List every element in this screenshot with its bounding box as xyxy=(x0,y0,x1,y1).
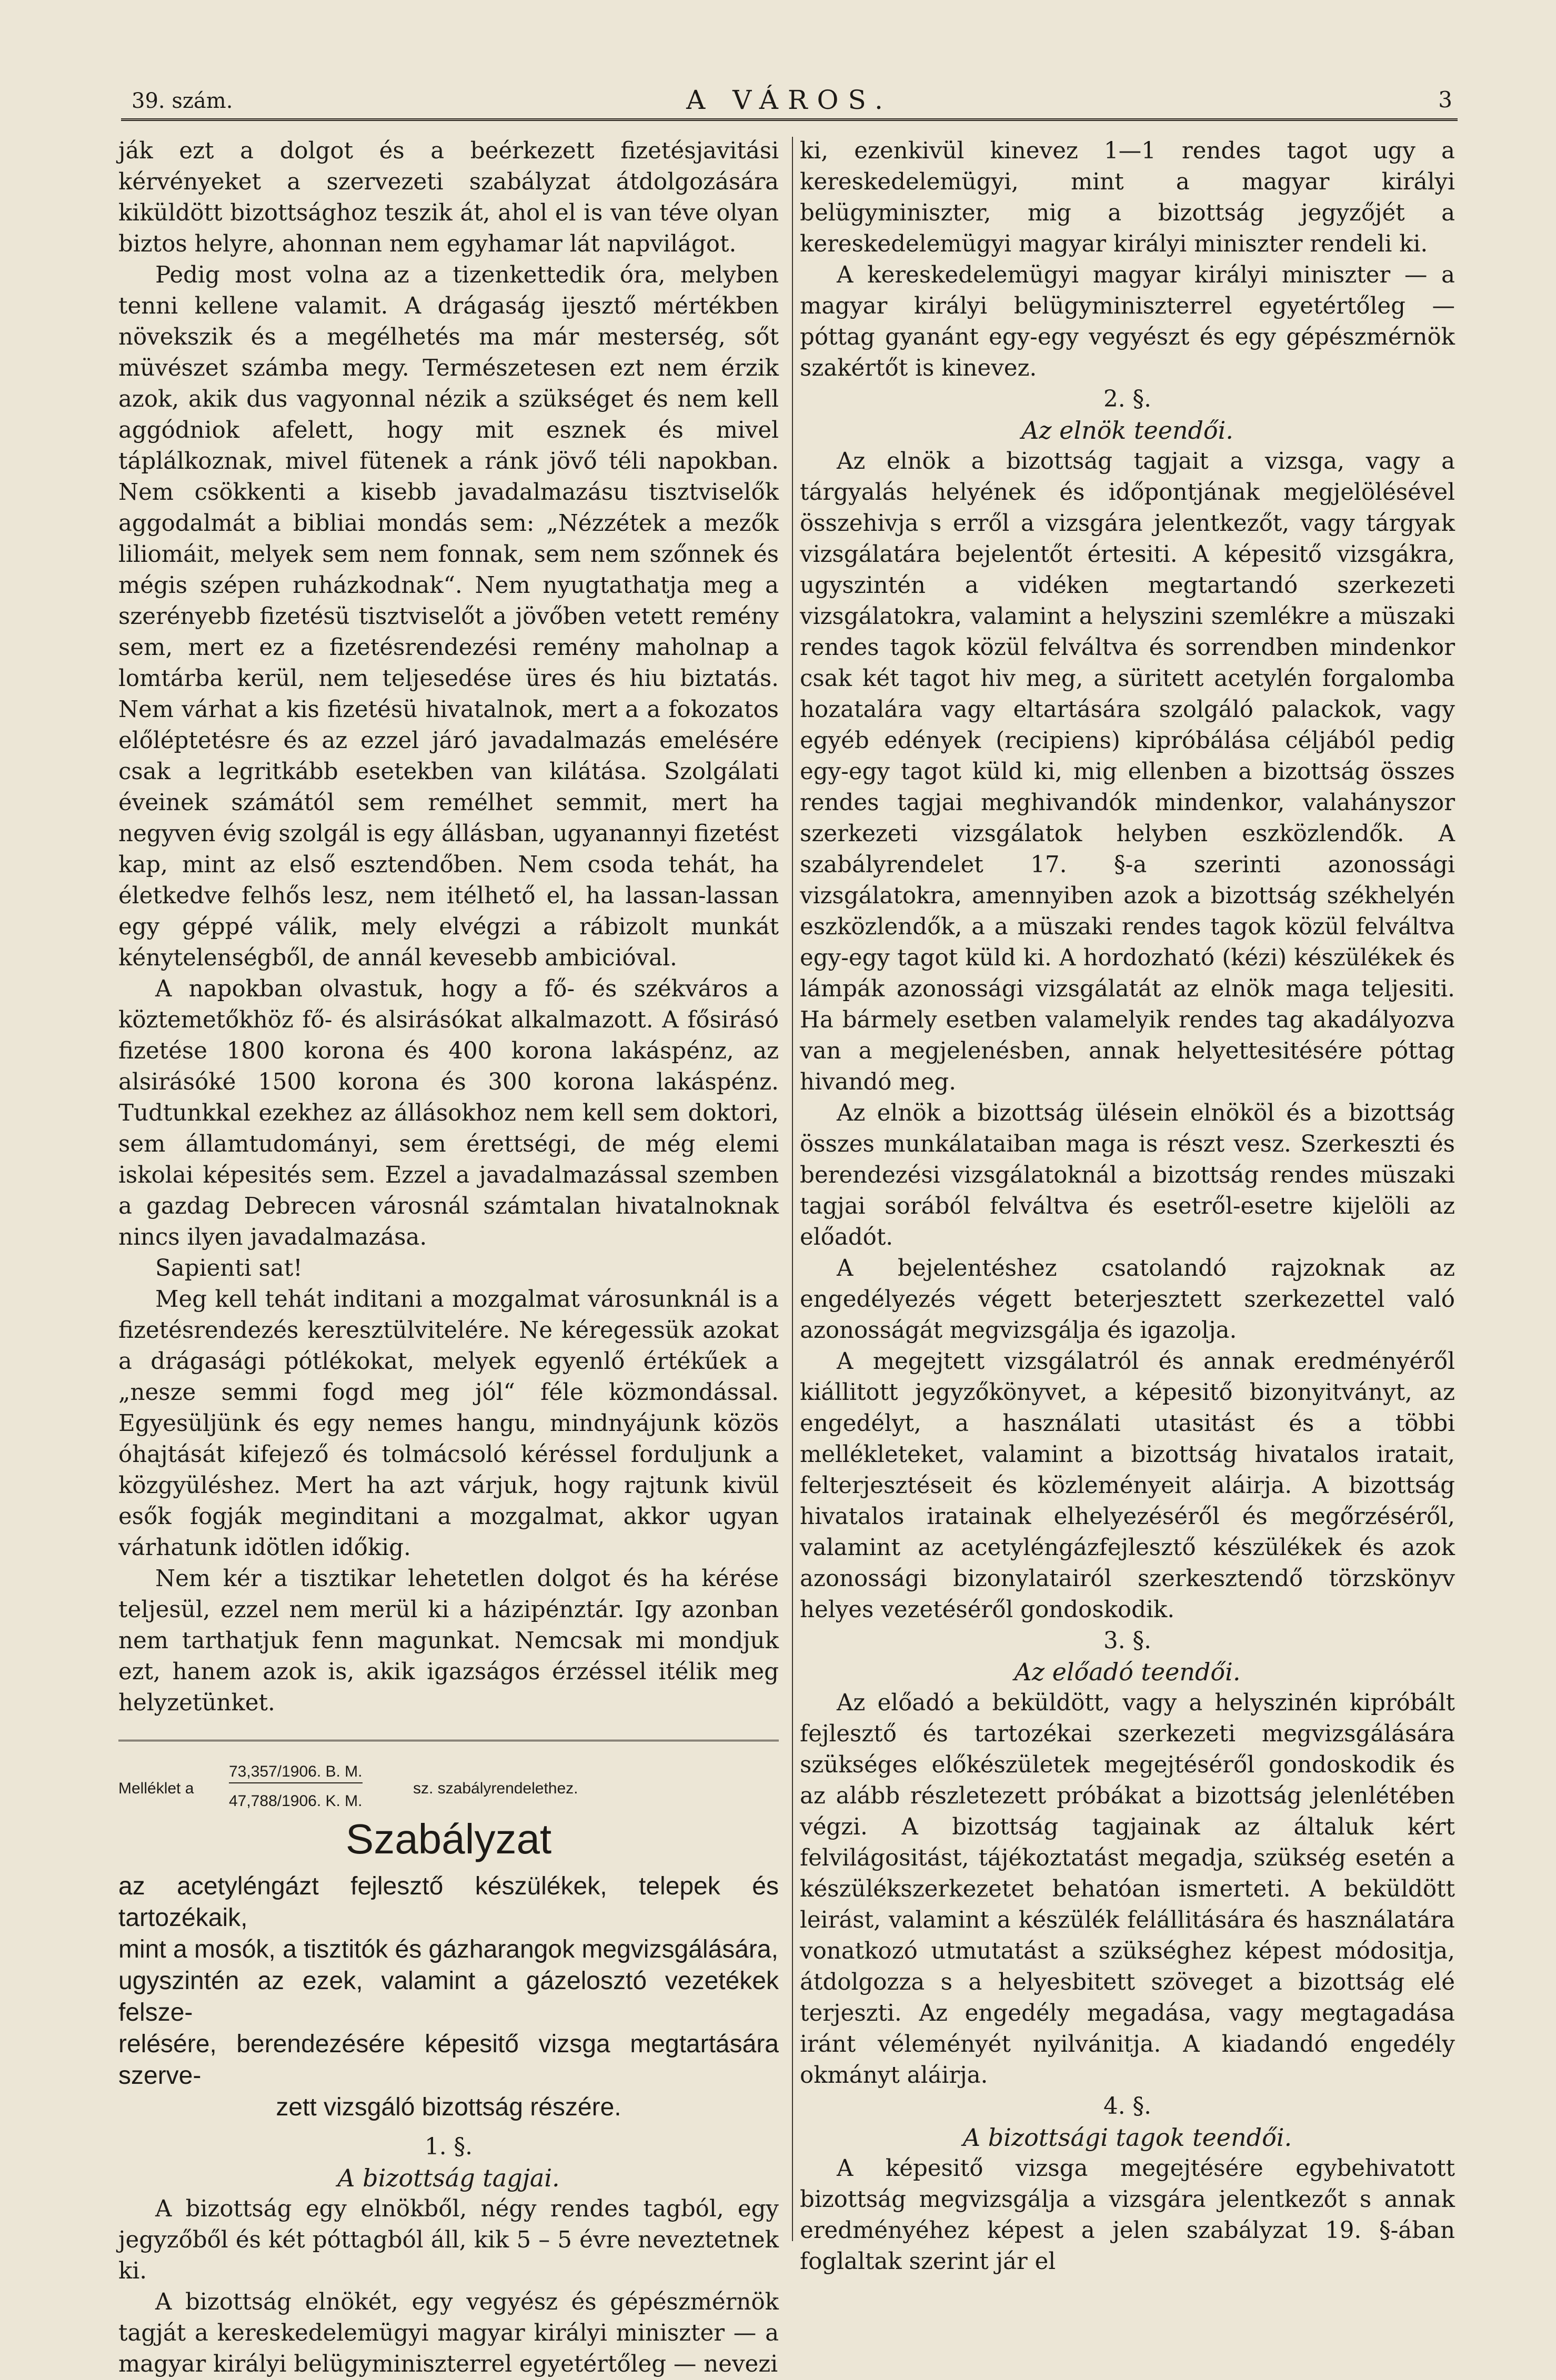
attachment-reference xyxy=(118,1751,779,1814)
paragraph: A napokban olvastuk, hogy a fő- és székváros a köztemetőkhöz fő- és alsirásókat alkalmazott. A fősirásó fizetése 1800 korona és 400 korona lakáspénz, az alsirásóké 1500 korona és 300 korona lakáspénz. Tudtunkkal ezekhez az állásokhoz nem kell sem doktori, sem államtudományi, sem érettségi, de még elemi iskolai képesités sem. Ezzel a javadalmazással szemben a gazdag Debrecen városnál számtalan hivatalnoknak nincs ilyen javadalmazása. xyxy=(118,976,779,1250)
paragraph: A bizottság elnökét, egy vegyész és gépészmérnök tagját a kereskedelemügyi magyar királyi miniszter — a magyar királyi belügyminiszterrel egyetértőleg — nevezi xyxy=(118,2289,779,2377)
attachment-suffix: sz. szabályrendelethez. xyxy=(413,1780,578,1797)
section-number: 3. §. xyxy=(1103,1628,1151,1654)
paragraph: A képesitő vizsga megejtésére egybehivatott bizottság megvizsgálja a vizsgára jelentkezőt s annak eredményéhez képest a jelen szabályzat 19. §-ában foglaltak szerint jár el xyxy=(800,2155,1455,2275)
paragraph: Sapienti sat! xyxy=(155,1255,303,1282)
section-title: A bizottság tagjai. xyxy=(337,2164,560,2192)
newspaper-title: A VÁROS. xyxy=(686,85,892,115)
subtitle-line: relésére, berendezésére képesitő vizsga megtartására szerve- xyxy=(118,2030,779,2090)
attachment-label: Melléklet a xyxy=(118,1780,194,1797)
paragraph: Az elnök a bizottság ülésein elnököl és a bizottság összes munkálataiban maga is részt vesz. Szerkeszti és berendezési vizsgálatoknál a bizottság rendes müszaki tagjai sorából felváltva és esetről-esetre kijelöli az előadót. xyxy=(800,1100,1455,1250)
subtitle-line: ugyszintén az ezek, valamint a gázelosztó vezetékek felsze- xyxy=(118,1967,779,2026)
section-title: A bizottsági tagok teendői. xyxy=(962,2123,1292,2152)
reference-number-bottom: 47,788/1906. K. M. xyxy=(229,1782,363,1817)
paragraph: Az előadó a beküldött, vagy a helyszinén kipróbált fejlesztő és tartozékai szerkezeti megvizsgálására szükséges előkészületek megejtéséről gondoskodik és az alább részletezett próbákat a bizottság jelenlétében végzi. A bizottság tagjainak az általuk kért felvilágositást, tájékoztatást megadja, szükség esetén a készülékszerkezetet behatóan ismerteti. A beküldött leirást, valamint a készülék felállitására és használatára vonatkozó utmutatást a szükséghez képest módositja, átdolgozza s a helyesbitett szöveget a bizottság elé terjeszti. Az engedély megadása, vagy megtagadása iránt véleményét nyilvánitja. A kiadandó engedély okmányt aláirja. xyxy=(800,1690,1455,2089)
regulation-subtitle xyxy=(118,1871,779,2123)
page-number: 3 xyxy=(1438,87,1452,113)
section-number: 2. §. xyxy=(1103,386,1151,412)
paragraph: Pedig most volna az a tizenkettedik óra, melyben tenni kellene valamit. A drágaság ijesztő mértékben növekszik és a megélhetés ma már mesterség, sőt müvészet számba megy. Természetesen ezt nem érzik azok, akik dus vagyonnal nézik a szükséget és nem kell aggódniok afelett, hogy mit esznek és mivel táplálkoznak, mivel fütenek a ránk jövő téli napokban. Nem csökkenti a kisebb javadalmazásu tisztviselők aggodalmát a bibliai mondás sem: „Nézzétek a mezők liliomáit, melyek sem nem fonnak, sem nem szőnnek és mégis szépen ruházkodnak“. Nem nyugtathatja meg a szerényebb fizetésü tisztviselőt a jövőben vetett remény sem, mert ez a fizetésrendezési remény maholnap a lomtárba kerül, nem teljesedése üres és hiu biztatás. Nem várhat a kis fizetésü hivatalnok, mert a a fokozatos előléptetésre és az ezzel járó javadalmazás emelésére csak a legritkább esetekben van kilátása. Szolgálati éveinek számától sem remélhet semmit, mert ha negyven évig szolgál is egy állásban, ugyanannyi fizetést kap, mint az első esztendőben. Nem csoda tehát, ha életkedve felhős lesz, nem itélhető el, ha lassan-lassan egy géppé válik, mely elvégzi a rábizolt munkát kénytelenségből, de annál kevesebb ambicióval. xyxy=(118,262,779,971)
right-column xyxy=(800,136,1455,2277)
section-number: 4. §. xyxy=(1103,2093,1151,2120)
subtitle-line: mint a mosók, a tisztitók és gázharangok megvizsgálására, xyxy=(118,1935,778,1963)
section-title: Az előadó teendői. xyxy=(1014,1658,1241,1686)
section-title: Az elnök teendői. xyxy=(1021,416,1233,445)
page-header xyxy=(126,82,1452,118)
paragraph: Az elnök a bizottság tagjait a vizsga, vagy a tárgyalás helyének és időpontjának megjelölésével összehivja s erről a vizsgára jelentkezőt, vagy tárgyak vizsgálatára bejelentőt értesiti. A képesitő vizsgákra, ugyszintén a vidéken megtartandó szerkezeti vizsgálatokra, valamint a helyszini szemlékre a müszaki rendes tagok közül felváltva és sorrendben mindenkor csak két tagot hiv meg, a süritett acetylén forgalomba hozatalára vagy eltartására szolgáló palackok, vagy egyéb edények (recipiens) kipróbálása céljából pedig egy-egy tagot küld ki, mig ellenben a bizottság összes rendes tagjai meghivandók mindenkor, valahányszor szerkezeti vizsgálatok helyben eszközlendők. A szabályrendelet 17. §-a szerinti azonossági vizsgálatokra, amennyiben azok a bizottság székhelyén eszközlendők, a a müszaki rendes tagok közül felváltva egy-egy tagot küld ki. A hordozható (kézi) készülékek és lámpák azonossági vizsgálatát az elnök maga teljesiti. Ha bármely esetben valamelyik rendes tag akadályozva van a megjelenésben, annak helyettesitésére póttag hivandó meg. xyxy=(800,448,1455,1095)
left-column xyxy=(118,136,779,2380)
section-number: 1. §. xyxy=(425,2134,473,2160)
reference-number-top: 73,357/1906. B. M. xyxy=(229,1763,363,1780)
article-separator xyxy=(118,1740,779,1741)
paragraph: Meg kell tehát inditani a mozgalmat városunknál is a fizetésrendezés keresztülvitelére. Ne kéregessük azokat a drágasági pótlékokat, melyek egyenlő értékűek a „nesze semmi fogd meg jól“ féle közmondással. Egyesüljünk és egy nemes hangu, mindnyájunk közös óhajtását kifejező és tolmácsoló kéréssel forduljunk a közgyüléshez. Mert ha azt várjuk, hogy rajtunk kivül esők fogják meginditani a mozgalmat, akkor ugyan várhatunk idötlen időkig. xyxy=(118,1286,779,1561)
paragraph: ki, ezenkivül kinevez 1—1 rendes tagot ugy a kereskedelemügyi, mint a magyar királyi belügyminiszter, mig a bizottság jegyzőjét a kereskedelemügyi magyar királyi miniszter rendeli ki. xyxy=(800,138,1455,257)
paragraph: ják ezt a dolgot és a beérkezett fizetésjavitási kérvényeket a szervezeti szabályzat átdolgozására kiküldött bizottsághoz teszik át, ahol el is van téve olyan biztos helyre, ahonnan nem egyhamar lát napvilágot. xyxy=(118,138,779,257)
column-divider xyxy=(792,137,793,2241)
paragraph: A bejelentéshez csatolandó rajzoknak az engedélyezés végett beterjesztett szerkezettel való azonosságát megvizsgálja és igazolja. xyxy=(800,1255,1455,1344)
subtitle-line: zett vizsgáló bizottság részére. xyxy=(276,2093,621,2121)
paragraph: Nem kér a tisztikar lehetetlen dolgot és ha kérése teljesül, ezzel nem merül ki a házipénztár. Igy azonban nem tarthatjuk fenn magunkat. Nemcsak mi mondjuk ezt, hanem azok is, akik igazságos érzéssel itélik meg helyzetünket. xyxy=(118,1566,779,1716)
subtitle-line: az acetyléngázt fejlesztő készülékek, telepek és tartozékaik, xyxy=(118,1872,779,1932)
regulation-title: Szabályzat xyxy=(345,1816,552,1862)
header-rule xyxy=(121,118,1458,121)
issue-number: 39. szám. xyxy=(132,89,233,113)
paragraph: A megejtett vizsgálatról és annak eredményéről kiállitott jegyzőkönyvet, a képesitő bizonyitványt, az engedélyt, a használati utasitást és a többi mellékleteket, valamint a bizottság hivatalos iratait, felterjesztéseit és közleményeit aláirja. A bizottság hivatalos iratainak elhelyezéséről és megőrzéséről, valamint az acetyléngázfejlesztő készülékek és azok azonossági bizonylatairól szerkesztendő törzskönyv helyes vezetéséről gondoskodik. xyxy=(800,1348,1455,1623)
paragraph: A kereskedelemügyi magyar királyi miniszter — a magyar királyi belügyminiszterrel egyetértőleg — póttag gyanánt egy-egy vegyészt és egy gépészmérnök szakértőt is kinevez. xyxy=(800,262,1455,381)
paragraph: A bizottság egy elnökből, négy rendes tagból, egy jegyzőből és két póttagból áll, kik 5 – 5 évre neveztetnek ki. xyxy=(118,2196,779,2284)
